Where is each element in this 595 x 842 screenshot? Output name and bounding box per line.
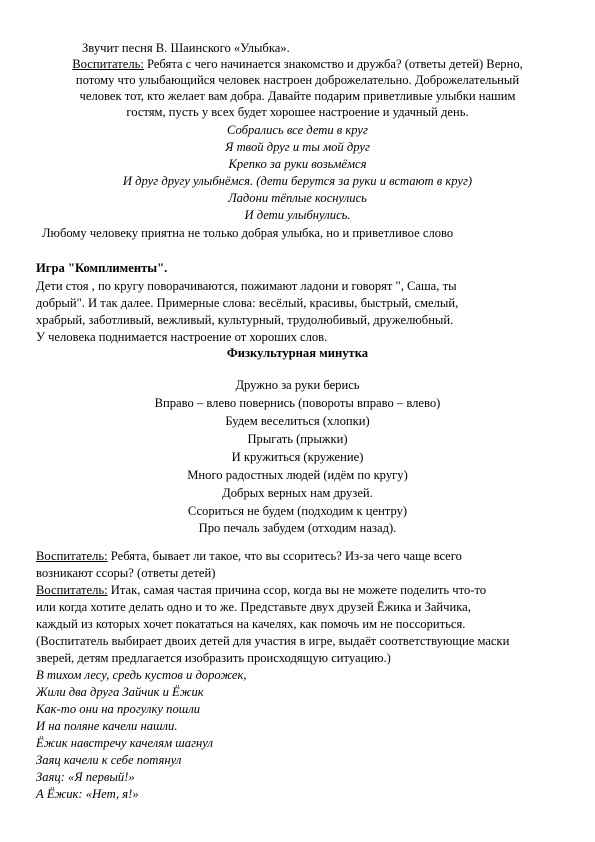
intro-line-1 (0, 56, 595, 72)
poem-line: Я твой друг и ты мой друг (225, 140, 370, 154)
poem-line: Собрались все дети в круг (227, 123, 368, 137)
story-poem-line: А Ёжик: «Нет, я!» (36, 787, 139, 801)
poem-line: И дети улыбнулись. (244, 208, 351, 222)
quarrel-answer-line: каждый из которых хочет покататься на качелях, как помочь им не поссориться. (36, 617, 466, 631)
story-poem-line: Жили два друга Зайчик и Ёжик (36, 685, 204, 699)
game-line: Дети стоя , по кругу поворачиваются, пожимают ладони и говорят ", Саша, ты (36, 279, 457, 293)
story-poem-line: Заяц качели к себе потянул (36, 753, 182, 767)
quarrel-answer-line-1 (36, 582, 486, 598)
exercise-line: И кружиться (кружение) (231, 450, 364, 464)
story-poem-line: Как-то они на прогулку пошли (36, 702, 201, 716)
speaker-label: Воспитатель: (72, 57, 144, 71)
quarrel-answer-text: Итак, самая частая причина ссор, когда вы не можете поделить что-то (107, 583, 487, 597)
speaker-label: Воспитатель: (36, 583, 108, 597)
exercise-line: Будем веселиться (хлопки) (225, 414, 370, 428)
quarrel-answer-line: (Воспитатель выбирает двоих детей для участия в игре, выдаёт соответствующие маски (36, 634, 510, 648)
game-line: У человека поднимается настроение от хороших слов. (36, 330, 328, 344)
exercise-line: Много радостных людей (идём по кругу) (187, 468, 408, 482)
intro-text: Ребята с чего начинается знакомство и дружба? (ответы детей) Верно, (143, 57, 523, 71)
poem-line: И друг другу улыбнёмся. (дети берутся за руки и встают в круг) (122, 174, 473, 188)
exercise-title: Физкультурная минутка (226, 346, 369, 360)
poem-line: Крепко за руки возьмёмся (228, 157, 367, 171)
quarrel-question-line-1 (36, 548, 462, 564)
story-poem-line: Ёжик навстречу качелям шагнул (36, 736, 213, 750)
story-poem-line: В тихом лесу, средь кустов и дорожек, (36, 668, 247, 682)
intro-line-2: потому что улыбающийся человек настроен доброжелательно. Доброжелательный (75, 73, 520, 87)
kind-word-line: Любому человеку приятна не только добрая улыбка, но и приветливое слово (42, 226, 454, 240)
game-line: храбрый, заботливый, вежливый, культурный, трудолюбивый, дружелюбный. (36, 313, 454, 327)
intro-line-3: человек тот, кто желает вам добра. Давайте подарим приветливые улыбки нашим (79, 89, 516, 103)
exercise-line: Дружно за руки берись (235, 378, 360, 392)
speaker-label: Воспитатель: (36, 549, 108, 563)
story-poem-line: И на поляне качели нашли. (36, 719, 178, 733)
quarrel-answer-line: зверей, детям предлагается изобразить происходящую ситуацию.) (36, 651, 391, 665)
quarrel-question-line-2: возникают ссоры? (ответы детей) (36, 566, 216, 580)
story-poem-line: Заяц: «Я первый!» (36, 770, 135, 784)
quarrel-answer-line: или когда хотите делать одно и то же. Представьте двух друзей Ёжика и Зайчика, (36, 600, 471, 614)
exercise-line: Вправо – влево повернись (повороты вправо – влево) (154, 396, 441, 410)
exercise-line: Прыгать (прыжки) (247, 432, 348, 446)
game-line: добрый". И так далее. Примерные слова: весёлый, красивы, быстрый, смелый, (36, 296, 459, 310)
exercise-line: Добрых верных нам друзей. (222, 486, 373, 500)
intro-line-4: гостям, пусть у всех будет хорошее настроение и удачный день. (126, 105, 469, 119)
exercise-line: Ссориться не будем (подходим к центру) (187, 504, 408, 518)
game-title: Игра "Комплименты". (36, 261, 168, 275)
poem-line: Ладони тёплые коснулись (228, 191, 367, 205)
song-line: Звучит песня В. Шаинского «Улыбка». (82, 41, 290, 55)
exercise-line: Про печаль забудем (отходим назад). (198, 521, 397, 535)
quarrel-question-text: Ребята, бывает ли такое, что вы ссоритесь? Из-за чего чаще всего (107, 549, 462, 563)
